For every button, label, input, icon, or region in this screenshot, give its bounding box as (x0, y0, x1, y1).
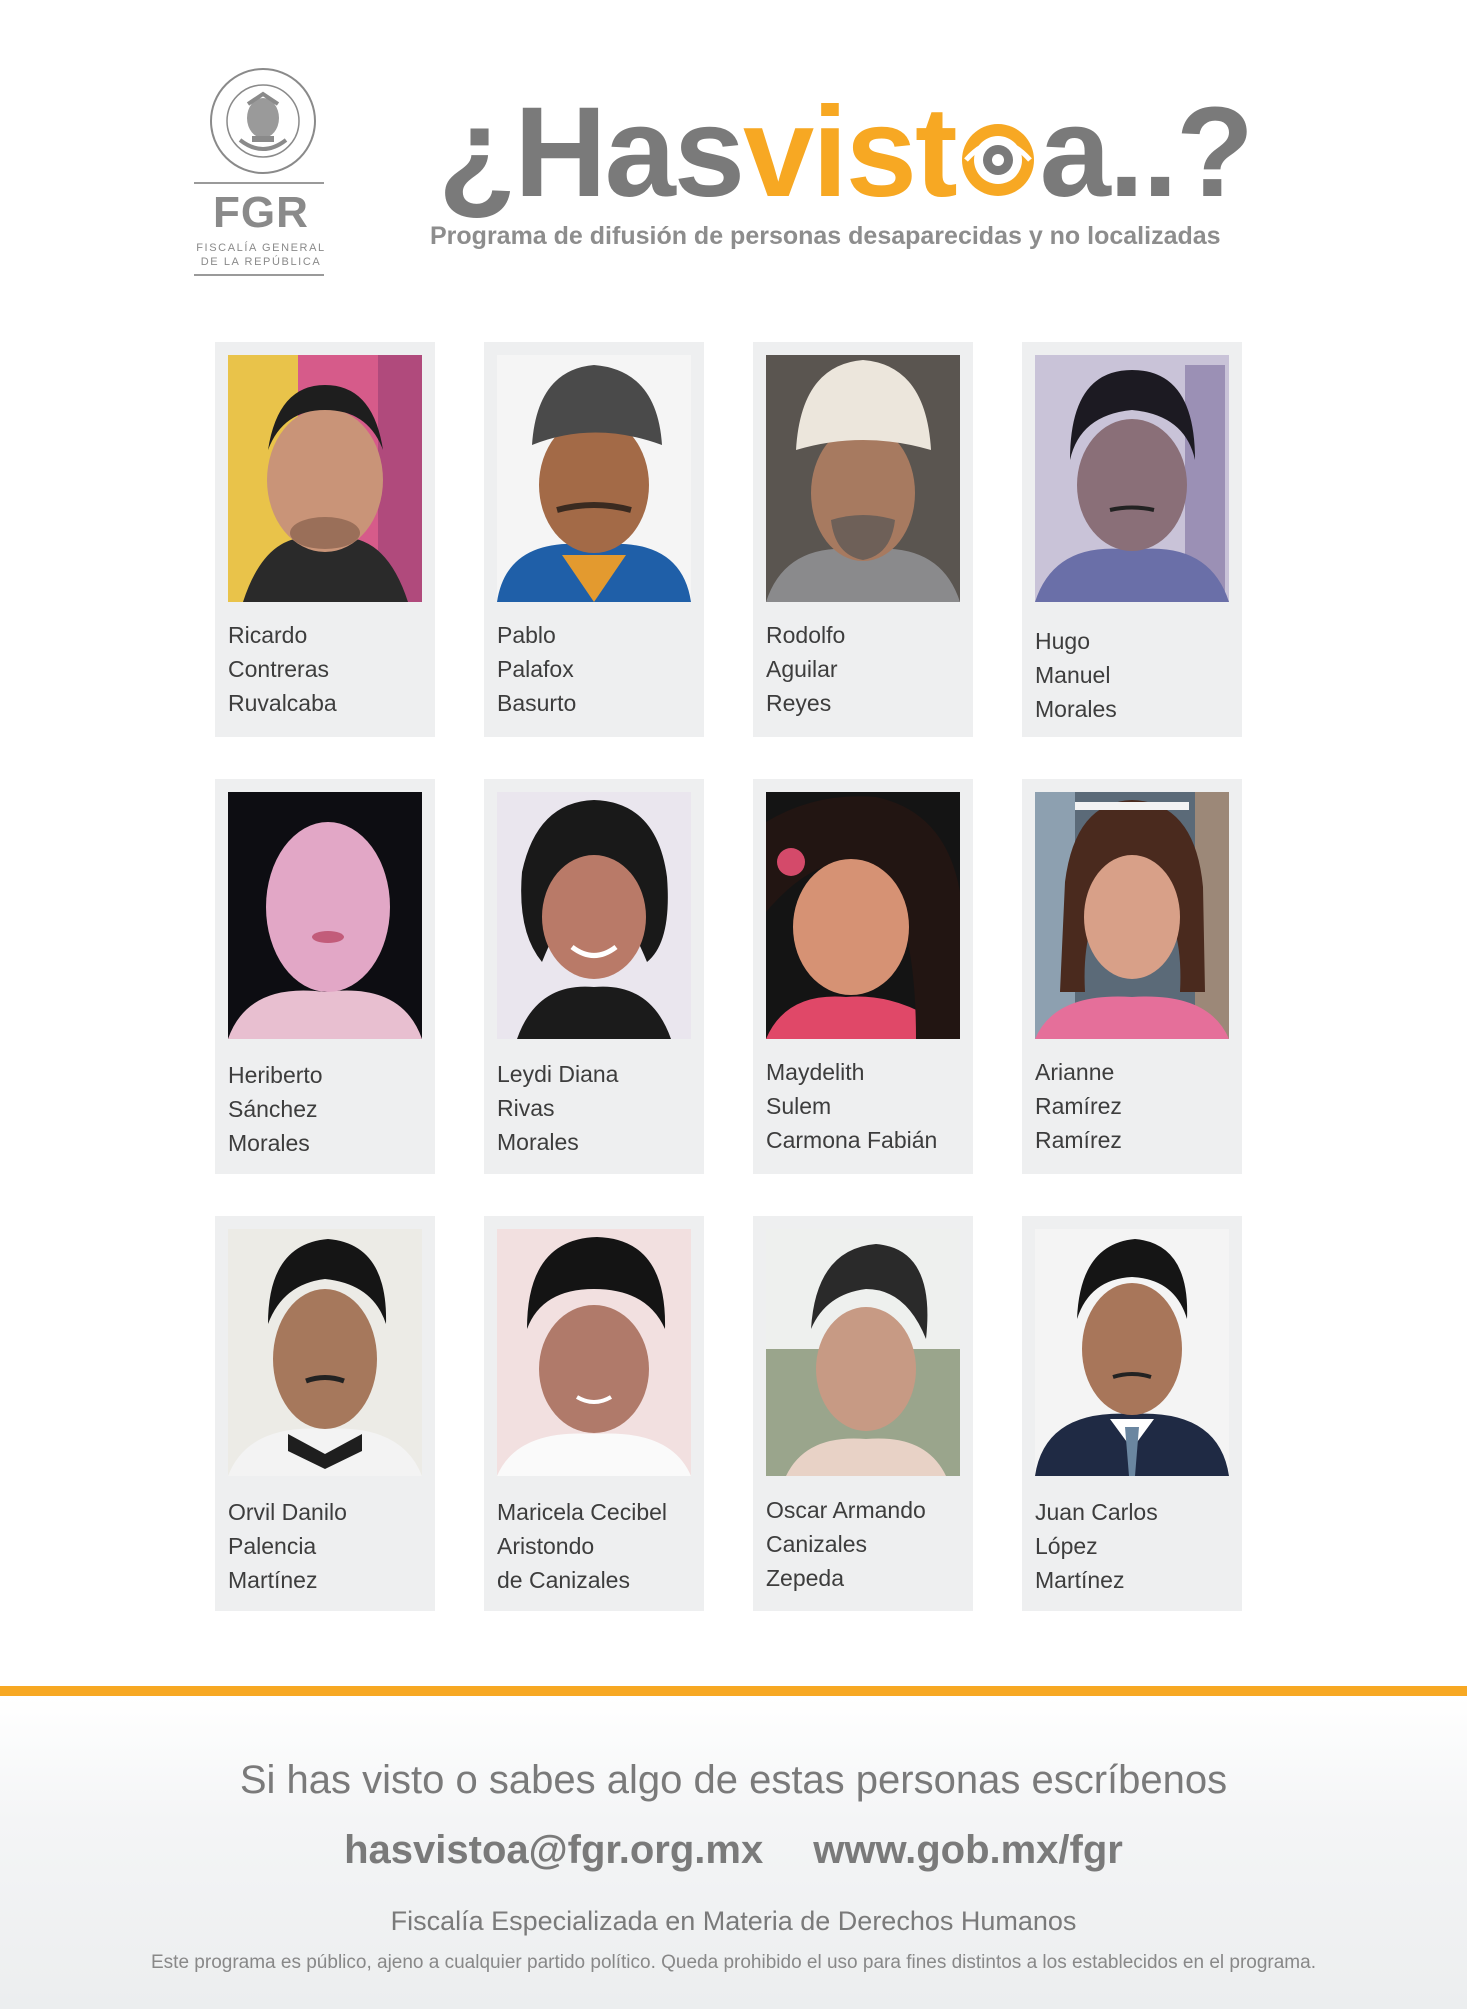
name-line-3: Ruvalcaba (228, 690, 337, 716)
name-line-3: Morales (497, 1129, 579, 1155)
person-photo (766, 1229, 960, 1476)
name-line-3: Morales (1035, 696, 1117, 722)
contact-email-link[interactable]: hasvistoa@fgr.org.mx (344, 1828, 764, 1872)
person-photo (1035, 1229, 1229, 1476)
logo-divider-bottom (194, 274, 324, 276)
person-photo (497, 792, 691, 1039)
footer-divider (0, 1686, 1467, 1696)
name-line-3: Martínez (228, 1567, 318, 1593)
person-card (215, 342, 435, 737)
seal-legend (208, 66, 318, 176)
name-line-2: Palencia (228, 1533, 317, 1559)
person-photo (1035, 355, 1229, 602)
person-name (766, 618, 976, 720)
person-card (1022, 1216, 1242, 1611)
name-line-1: Heriberto (228, 1062, 323, 1088)
disclaimer: Este programa es público, ajeno a cualquier partido político. Queda prohibido el uso para fines distintos a los establecidos en el programa. (151, 1952, 1316, 1973)
person-name (228, 1495, 438, 1597)
person-name (228, 1058, 438, 1160)
person-photo (228, 1229, 422, 1476)
person-name (1035, 1055, 1245, 1157)
title-part-has: ¿Has (438, 81, 743, 224)
person-name (228, 618, 438, 720)
name-line-1: Rodolfo (766, 622, 846, 648)
person-photo (766, 792, 960, 1039)
person-photo (766, 355, 960, 602)
person-card (1022, 779, 1242, 1174)
person-card (1022, 342, 1242, 737)
program-title (438, 81, 1253, 224)
name-line-2: Palafox (497, 656, 574, 682)
name-line-3: Zepeda (766, 1565, 845, 1591)
title-part-vist: vist (743, 81, 956, 224)
name-line-2: Sánchez (228, 1096, 318, 1122)
name-line-3: Morales (228, 1130, 310, 1156)
person-card (753, 779, 973, 1174)
person-photo (228, 355, 422, 602)
person-card (215, 1216, 435, 1611)
person-photo (497, 355, 691, 602)
name-line-1: Leydi Diana (497, 1061, 619, 1087)
person-card (484, 342, 704, 737)
name-line-1: Pablo (497, 622, 556, 648)
name-line-1: Juan Carlos (1035, 1499, 1158, 1525)
agency-abbreviation: FGR (213, 188, 309, 237)
person-card (753, 1216, 973, 1611)
name-line-1: Orvil Danilo (228, 1499, 347, 1525)
name-line-3: de Canizales (497, 1567, 630, 1593)
name-line-3: Carmona Fabián (766, 1127, 938, 1153)
person-card (484, 779, 704, 1174)
name-line-2: Manuel (1035, 662, 1111, 688)
fgr-logo (190, 62, 332, 277)
call-to-action: Si has visto o sabes algo de estas personas escríbenos (239, 1758, 1228, 1802)
program-tagline: Programa de difusión de personas desaparecidas y no localizadas (430, 222, 1221, 250)
name-line-3: Martínez (1035, 1567, 1125, 1593)
contact-line (0, 1828, 1467, 1873)
footer (0, 1696, 1467, 2009)
eye-icon (958, 92, 1038, 172)
logo-divider (194, 182, 324, 184)
name-line-3: Basurto (497, 690, 577, 716)
name-line-2: Canizales (766, 1531, 867, 1557)
name-line-1: Ricardo (228, 622, 308, 648)
name-line-2: Aguilar (766, 656, 838, 682)
person-photo (1035, 792, 1229, 1039)
person-name (766, 1055, 976, 1157)
name-line-2: Rivas (497, 1095, 555, 1121)
person-photo (497, 1229, 691, 1476)
title-part-a: a..? (1039, 81, 1253, 224)
name-line-3: Reyes (766, 690, 832, 716)
name-line-2: Sulem (766, 1093, 832, 1119)
person-card (215, 779, 435, 1174)
person-name (766, 1493, 976, 1595)
person-card (484, 1216, 704, 1611)
person-name (1035, 1495, 1245, 1597)
name-line-1: Maydelith (766, 1059, 865, 1085)
name-line-2: Ramírez (1035, 1093, 1122, 1119)
name-line-2: López (1035, 1533, 1098, 1559)
name-line-2: Aristondo (497, 1533, 595, 1559)
person-name (1035, 624, 1245, 726)
website-link[interactable]: www.gob.mx/fgr (813, 1828, 1123, 1872)
national-seal-icon (208, 66, 318, 180)
agency-name-line1: FISCALÍA GENERAL (196, 242, 326, 254)
name-line-1: Oscar Armando (766, 1497, 926, 1523)
name-line-3: Ramírez (1035, 1127, 1122, 1153)
person-name (497, 1057, 707, 1159)
person-card (753, 342, 973, 737)
person-name (497, 618, 707, 720)
name-line-1: Hugo (1035, 628, 1090, 654)
person-name (497, 1495, 707, 1597)
office-name: Fiscalía Especializada en Materia de Derechos Humanos (390, 1906, 1077, 1936)
name-line-2: Contreras (228, 656, 329, 682)
agency-name-line2: DE LA REPÚBLICA (200, 256, 322, 268)
name-line-1: Maricela Cecibel (497, 1499, 668, 1525)
name-line-1: Arianne (1035, 1059, 1115, 1085)
person-photo (228, 792, 422, 1039)
